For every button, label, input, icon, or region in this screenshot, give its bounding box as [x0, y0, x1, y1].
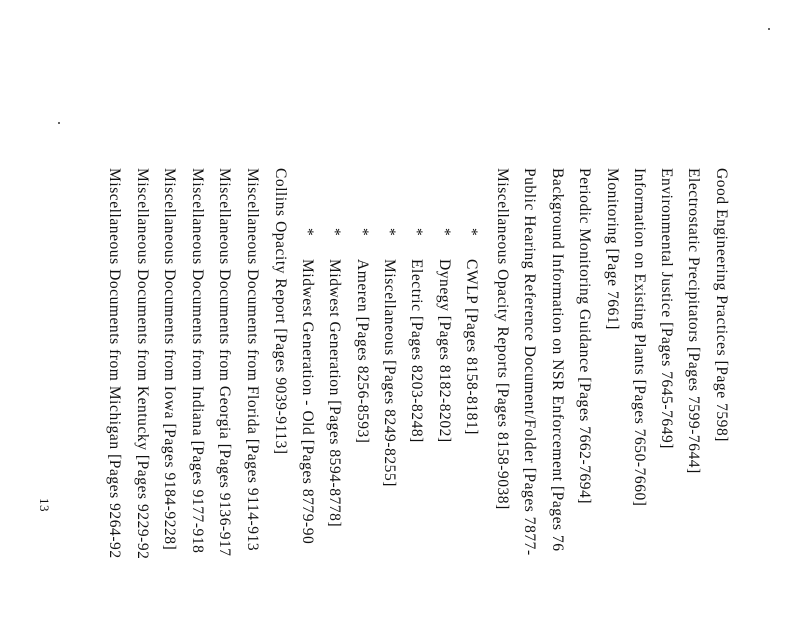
- line-electrostatic: Electrostatic Precipitators [Pages 7599-7644]: [685, 168, 702, 474]
- bullet-midwest-generation: *: [326, 228, 343, 236]
- line-misc-georgia: Miscellaneous Documents from Georgia [Pages 9136-917: [216, 168, 233, 557]
- line-misc-indiana: Miscellaneous Documents from Indiana [Pages 9177-918: [189, 168, 206, 554]
- bullet-misc: *: [381, 228, 398, 236]
- subitem-cwlp: CWLP [Pages 8158-8181]: [463, 259, 480, 435]
- line-good-engineering: Good Engineering Practices [Page 7598]: [713, 168, 730, 442]
- line-collins-opacity: Collins Opacity Report [Pages 9039-9113]: [272, 168, 289, 455]
- line-misc-iowa: Miscellaneous Documents from Iowa [Pages 9184-9228]: [161, 168, 178, 551]
- page-number: 13: [37, 498, 52, 512]
- line-misc-kentucky: Miscellaneous Documents from Kentucky [Pages 9229-92: [134, 168, 151, 560]
- bullet-cwlp: *: [463, 228, 480, 236]
- scan-speck: [768, 28, 770, 30]
- line-public-hearing: Public Hearing Reference Document/Folder [Pages 7877-: [521, 168, 538, 556]
- subitem-midwest-generation: Midwest Generation [Pages 8594-8778]: [326, 259, 343, 528]
- line-nsr-background: Background Information on NSR Enforcement [Pages 76: [549, 168, 566, 552]
- line-misc-florida: Miscellaneous Documents from Florida [Pages 9114-913: [244, 168, 261, 552]
- line-existing-plants: Information on Existing Plants [Pages 7650-7660]: [631, 168, 648, 507]
- subitem-electric: Electric [Pages 8203-8248]: [408, 259, 425, 443]
- bullet-ameren: *: [354, 228, 371, 236]
- line-misc-michigan: Miscellaneous Documents from Michigan [Pages 9264-92: [106, 168, 123, 559]
- line-environmental-justice: Environmental Justice [Pages 7645-7649]: [658, 168, 675, 450]
- subitem-misc: Miscellaneous [Pages 8249-8255]: [381, 259, 398, 487]
- bullet-dynegy: *: [436, 228, 453, 236]
- line-periodic-monitoring: Periodic Monitoring Guidance [Pages 7662-7694]: [576, 168, 593, 505]
- subitem-dynegy: Dynegy [Pages 8182-8202]: [436, 259, 453, 443]
- subitem-midwest-generation-old: Midwest Generation - Old [Pages 8779-90: [299, 259, 316, 545]
- line-monitoring: Monitoring [Page 7661]: [604, 168, 621, 330]
- bullet-electric: *: [408, 228, 425, 236]
- scan-speck: [58, 122, 60, 124]
- line-misc-opacity: Miscellaneous Opacity Reports [Pages 8158-9038]: [494, 168, 511, 510]
- subitem-ameren: Ameren [Pages 8256-8593]: [354, 259, 371, 444]
- bullet-midwest-generation-old: *: [299, 228, 316, 236]
